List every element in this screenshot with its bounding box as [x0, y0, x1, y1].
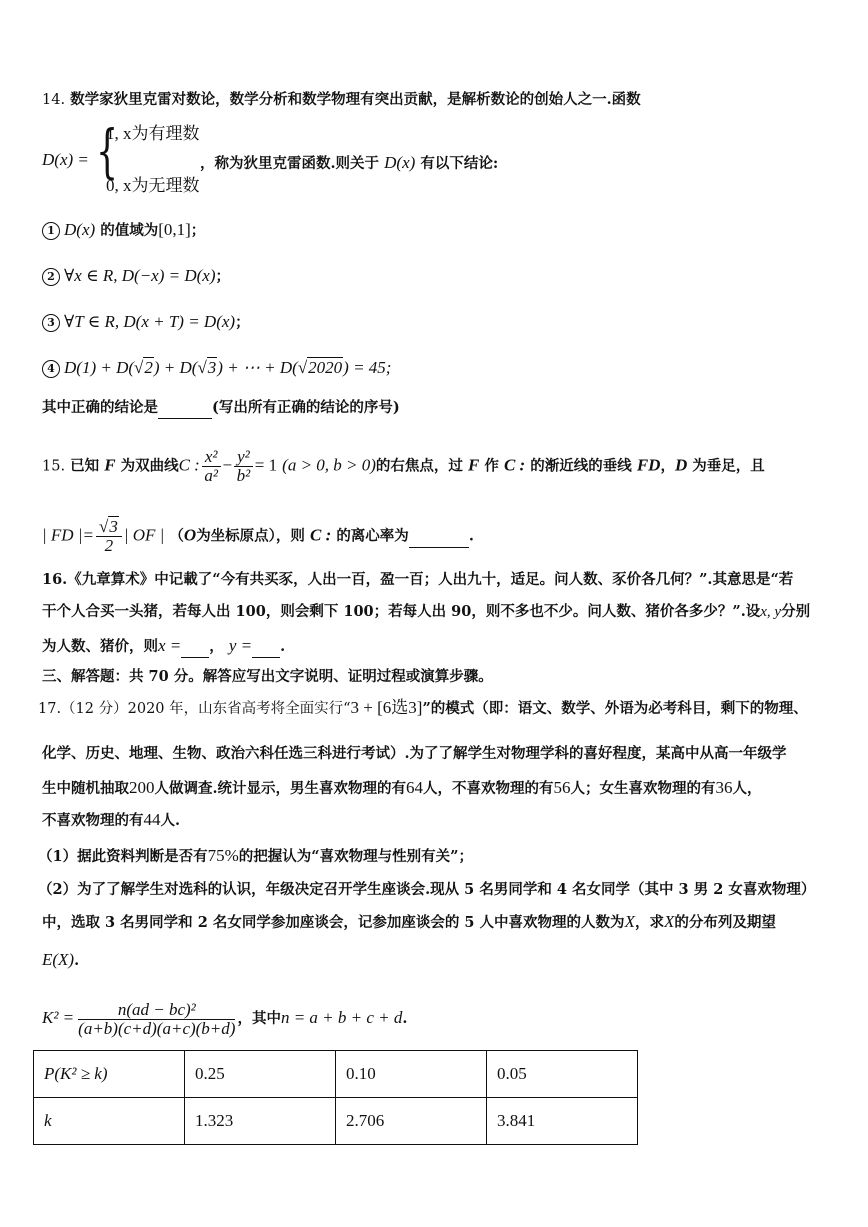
q15-t5: 的渐近线的垂线: [530, 457, 632, 475]
q17-n44: 44: [143, 810, 161, 829]
circled-3-icon: 3: [42, 314, 60, 332]
q17-k2-den: (a+b)(c+d)(a+c)(b+d): [78, 1018, 236, 1038]
q17-k2-formula: [42, 1000, 407, 1038]
q15-t1: 已知: [70, 457, 100, 475]
q14-after-func-text: ，称为狄里克雷函数.则关于: [200, 155, 380, 172]
q16-x-blank[interactable]: [181, 637, 209, 658]
q17-l1b: ”的模式（即：语文、数学、外语为必考科目，剩下的物理、: [422, 700, 808, 717]
q14-item-2: [42, 266, 230, 287]
q15-two: 2: [104, 536, 114, 555]
table-cell: P(K² ≥ k): [34, 1051, 185, 1098]
table-cell: 2.706: [336, 1098, 487, 1145]
q15-number: 15.: [42, 458, 66, 475]
q15-OF-abs: | OF |: [123, 525, 165, 545]
q15-sqrt3-rad: 3: [109, 517, 118, 536]
q15-D: D: [674, 455, 688, 475]
q17-line-1: [38, 698, 808, 719]
q14-func-lhs: D(x) =: [42, 150, 89, 169]
table-cell: 0.25: [185, 1051, 336, 1098]
q17-n56: 56: [553, 778, 571, 797]
q15-t3: 的右焦点，过: [375, 457, 463, 475]
q14-item4-c: ) + ⋯ + D(: [217, 358, 298, 377]
q15-sqrt3: √3: [96, 518, 122, 537]
circled-4-icon: 4: [42, 360, 60, 378]
q17-K2: K² =: [42, 1008, 75, 1027]
q17-l3e: 人，: [732, 780, 762, 797]
q14-question-end: (写出所有正确的结论的序号): [212, 399, 400, 416]
q17-line-3: [42, 778, 762, 799]
q15-C3: C :: [310, 525, 332, 545]
q17-neq: n = a + b + c + d: [280, 1008, 403, 1027]
q17-pct: 75%: [207, 846, 239, 865]
q14-item1-text: 的值域为: [100, 222, 159, 239]
q15-t6: ，: [660, 457, 675, 475]
q15-F2: F: [467, 455, 480, 475]
circled-1-icon: 1: [42, 222, 60, 240]
q17-l3b: 人做调查.统计显示，男生喜欢物理的有: [154, 780, 407, 797]
q14-item3-math: ∀T ∈ R, D(x + T) = D(x): [64, 312, 236, 331]
q14-item4-r2: 3: [207, 358, 217, 377]
q16-line-2: [42, 602, 810, 622]
section-3-heading: 三、解答题：共 70 分。解答应写出文字说明、证明过程或演算步骤。: [42, 668, 493, 685]
circled-2-icon: 2: [42, 268, 60, 286]
q17-part-2-line-1: （2）为了了解学生对选科的认识，年级决定召开学生座谈会.现从 5 名男同学和 4 名女同学（其中 3 男 2 女喜欢物理）: [38, 881, 816, 898]
q16-line3a: 为人数、猪价，则: [42, 638, 158, 655]
q17-p2l2b: ，求: [634, 914, 664, 931]
sqrt-2: √2: [134, 358, 153, 377]
q15-frac-x: [202, 448, 221, 485]
q15-a2: a²: [204, 466, 218, 485]
q15-l2d: 为坐标原点），则: [196, 527, 305, 545]
q14-item4-a: D(1) + D(: [64, 358, 135, 377]
q17-k2-frac: [78, 1001, 235, 1038]
q17-l3a: 生中随机抽取: [42, 780, 129, 797]
q16-comma: ，: [209, 638, 224, 655]
q14-number: 14.: [42, 92, 66, 108]
q17-X2: X: [663, 912, 675, 931]
q14-item3-end: ；: [235, 314, 250, 331]
q17-line-4: [42, 810, 180, 831]
q16-xeq: x =: [158, 636, 182, 655]
q15-t2: 为双曲线: [120, 457, 179, 475]
q17-expectation: [42, 950, 79, 971]
q16-y-blank[interactable]: [252, 637, 280, 658]
q15-line-2: [42, 518, 474, 555]
table-cell: k: [34, 1098, 185, 1145]
q17-l1m: 3 + [6选3]: [350, 698, 423, 717]
q15-FD: FD: [636, 455, 661, 475]
q15-l2e: 的离心率为: [336, 527, 409, 545]
q17-where: ，其中: [237, 1010, 281, 1027]
q14-intro: 数学家狄里克雷对数论，数学分析和数学物理有突出贡献，是解析数论的创始人之一.函数: [70, 91, 641, 108]
q17-enddot: .: [402, 1010, 408, 1027]
q15-b2: b²: [236, 466, 251, 485]
q16-yeq: y =: [228, 636, 253, 655]
q14-item-1: [42, 220, 205, 241]
q17-l3d: 人；女生喜欢物理的有: [570, 780, 716, 797]
table-cell: 1.323: [185, 1098, 336, 1145]
q14-item1-math: D(x): [64, 220, 96, 239]
q15-eq: = 1: [254, 455, 278, 475]
q17-p2l2c: 的分布列及期望: [674, 914, 776, 931]
q14-Dx: D(x): [384, 153, 416, 172]
q17-EXdot: .: [74, 952, 80, 969]
q15-O: O: [183, 525, 197, 545]
q14-item4-r1: 2: [144, 358, 153, 377]
q14-item2-math: ∀x ∈ R, D(−x) = D(x): [64, 266, 216, 285]
q17-p2l2a: 中，选取 3 名男同学和 2 名女同学参加座谈会，记参加座谈会的 5 人中喜欢物理的人数为: [42, 914, 625, 931]
q14-after-func: [200, 153, 498, 174]
q14-brace: {: [96, 117, 119, 185]
q16-line-1: 16.《九章算术》中记載了“今有共买豕，人出一百，盈一百；人出九十，适足。问人数、豕价各几何？”.其意思是“若: [42, 571, 794, 588]
q17-X: X: [624, 912, 635, 931]
q14-function-def: [42, 150, 89, 171]
q15-l2f: .: [468, 527, 474, 545]
q17-n200: 200: [129, 778, 155, 797]
q16-line2b: 分别: [781, 603, 811, 620]
q14-item4-b: ) + D(: [153, 358, 198, 377]
q15-y2: y²: [234, 448, 253, 467]
q15-FD-abs: | FD |=: [42, 525, 94, 545]
q17-k2-num: n(ad − bc)²: [78, 1001, 235, 1020]
q15-x2: x²: [202, 448, 221, 467]
q14-case2: 0, x为无理数: [106, 176, 200, 195]
q17-part-2-line-2: [42, 912, 776, 933]
q14-question-text: 其中正确的结论是: [42, 399, 158, 416]
q15-t7: 为垂足，且: [692, 457, 765, 475]
sqrt-2020: √2020: [297, 358, 343, 377]
q15-answer-blank[interactable]: [409, 527, 469, 548]
q15-frac-sqrt3: [96, 518, 122, 555]
k2-critical-value-table: [33, 1050, 638, 1145]
q14-item2-end: ；: [215, 268, 231, 285]
q14-after-func-text2: 有以下结论:: [420, 155, 499, 172]
q14-item-3: [42, 312, 250, 333]
q14-intro-line: [42, 90, 641, 110]
q16-line2a: 干个人合买一头猪，若每人出 100，则会剩下 100；若每人出 90，则不多也不少。问人数、猪价各多少？”.设: [42, 603, 761, 620]
q15-C2: C :: [503, 455, 526, 475]
q17-EX: E(X): [42, 950, 75, 969]
q17-line-2: 化学、历史、地理、生物、政治六科任选三科进行考试）.为了了解学生对物理学科的喜好程度，某高中从高一年级学: [42, 745, 787, 762]
q14-case1: 1, x为有理数: [106, 124, 200, 143]
q14-item1-end: ；: [190, 222, 206, 239]
table-cell: 3.841: [487, 1098, 638, 1145]
q14-item1-math2: [0,1]: [158, 220, 191, 239]
q16-line-3: [42, 636, 285, 658]
q15-F: F: [104, 455, 116, 475]
q15-t4: 作: [484, 457, 499, 475]
sqrt-3: √3: [197, 358, 217, 377]
q14-item-4: [42, 358, 391, 379]
q17-l1a: 17.（12 分）2020 年，山东省高考将全面实行“: [38, 701, 351, 717]
q17-n64: 64: [406, 778, 424, 797]
table-row: [34, 1098, 638, 1145]
q15-C: C :: [178, 455, 200, 475]
q17-l4b: 人.: [160, 812, 181, 829]
table-cell: 0.10: [336, 1051, 487, 1098]
q14-answer-blank[interactable]: [158, 398, 212, 419]
q17-l3c: 人，不喜欢物理的有: [423, 780, 554, 797]
q14-item4-r3: 2020: [308, 358, 343, 377]
q17-l4a: 不喜欢物理的有: [42, 812, 144, 829]
q16-xy: x, y: [760, 604, 782, 620]
q15-line-1: [42, 448, 765, 485]
q14-question: [42, 398, 400, 419]
q15-cond: (a > 0, b > 0): [282, 455, 376, 475]
q14-item4-d: ) = 45;: [343, 358, 392, 377]
q15-l2c: （: [169, 527, 184, 545]
q15-frac-y: [234, 448, 253, 485]
table-cell: 0.05: [487, 1051, 638, 1098]
q15-minus: −: [222, 455, 233, 475]
table-row: [34, 1051, 638, 1098]
q17-n36: 36: [715, 778, 733, 797]
q17-p1a: （1）据此资料判断是否有: [38, 848, 208, 865]
q16-dot: .: [280, 638, 286, 655]
q17-p1b: 的把握认为“喜欢物理与性别有关”；: [238, 848, 473, 865]
q17-part-1: [38, 846, 473, 867]
